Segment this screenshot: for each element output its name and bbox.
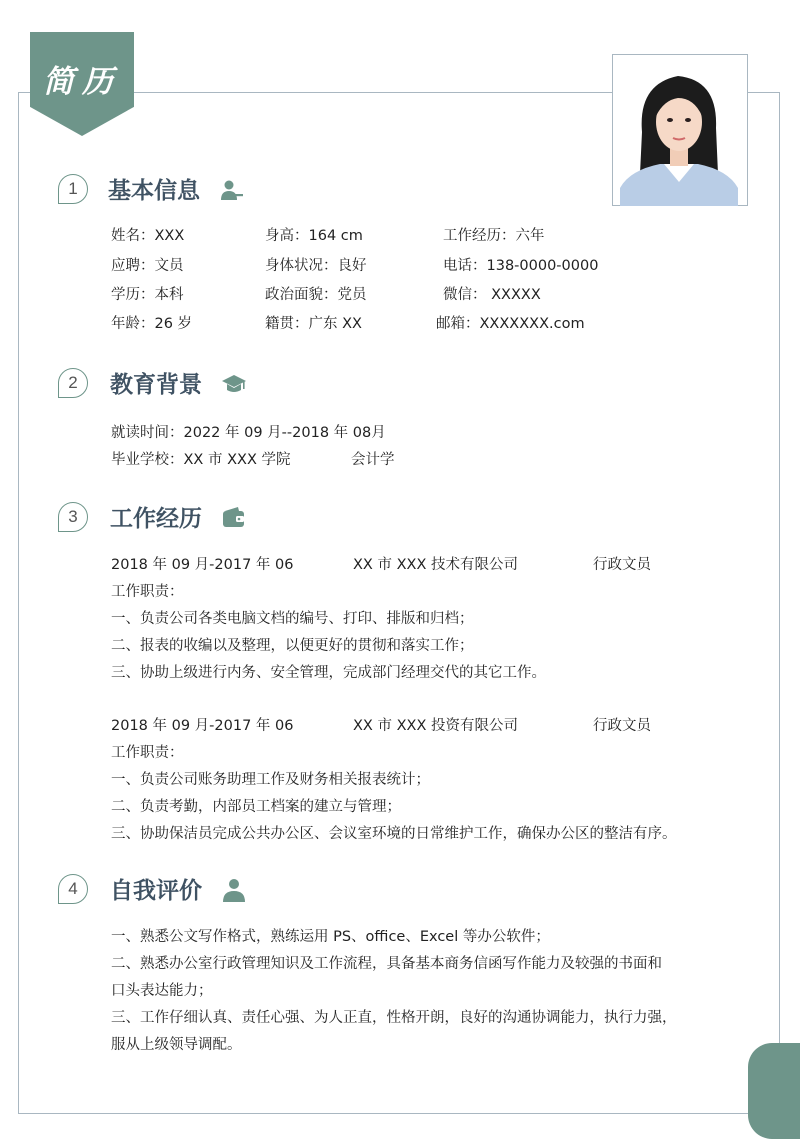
- user-card-icon: [220, 178, 244, 202]
- section-title: 基本信息: [108, 178, 200, 204]
- job1-position: 行政文员: [593, 557, 651, 573]
- basic-position: 应聘：文员: [111, 258, 184, 274]
- job2-duty: 三、协助保洁员完成公共办公区、会议室环境的日常维护工作，确保办公区的整洁有序。: [111, 826, 677, 842]
- basic-name: 姓名：XXX: [111, 228, 185, 244]
- basic-phone: 电话：138-0000-0000: [443, 258, 599, 274]
- person-icon: [222, 878, 246, 902]
- self-eval-line: 口头表达能力；: [111, 983, 213, 999]
- basic-political: 政治面貌：党员: [265, 287, 367, 303]
- section-number: 3: [58, 502, 88, 532]
- basic-education: 学历：本科: [111, 287, 184, 303]
- basic-height: 身高：164 cm: [265, 228, 363, 244]
- education-major: 会计学: [351, 452, 395, 468]
- basic-age: 年龄：26 岁: [111, 316, 193, 332]
- section-number: 4: [58, 874, 88, 904]
- self-eval-line: 三、工作仔细认真、责任心强、为人正直，性格开朗，良好的沟通协调能力，执行力强，: [111, 1010, 677, 1026]
- education-school: 毕业学校：XX 市 XXX 学院: [111, 452, 291, 468]
- self-eval-line: 二、熟悉办公室行政管理知识及工作流程，具备基本商务信函写作能力及较强的书面和: [111, 956, 662, 972]
- self-eval-line: 服从上级领导调配。: [111, 1037, 242, 1053]
- job1-duty: 三、协助上级进行内务、安全管理，完成部门经理交代的其它工作。: [111, 665, 546, 681]
- basic-hometown: 籍贯：广东 XX: [265, 316, 362, 332]
- basic-wechat: 微信： XXXXX: [443, 287, 541, 303]
- job2-company: XX 市 XXX 投资有限公司: [353, 718, 518, 734]
- job1-duty: 一、负责公司各类电脑文档的编号、打印、排版和归档；: [111, 611, 474, 627]
- section-number: 2: [58, 368, 88, 398]
- profile-photo: [620, 62, 738, 206]
- section-title: 教育背景: [110, 372, 202, 398]
- section-number: 1: [58, 174, 88, 204]
- job2-duty: 二、负责考勤，内部员工档案的建立与管理；: [111, 799, 401, 815]
- job2-duty-label: 工作职责：: [111, 745, 184, 761]
- job1-duty-label: 工作职责：: [111, 584, 184, 600]
- education-period: 就读时间：2022 年 09 月--2018 年 08月: [111, 425, 386, 441]
- basic-experience: 工作经历：六年: [443, 228, 545, 244]
- graduation-cap-icon: [222, 372, 246, 396]
- job1-company: XX 市 XXX 技术有限公司: [353, 557, 518, 573]
- resume-title: 简历: [43, 64, 121, 100]
- basic-email: 邮箱：XXXXXXX.com: [436, 316, 585, 332]
- section-title: 工作经历: [110, 506, 202, 532]
- job1-period: 2018 年 09 月-2017 年 06: [111, 557, 294, 573]
- corner-decoration: [748, 1043, 800, 1139]
- wallet-icon: [222, 506, 246, 530]
- job2-duty: 一、负责公司账务助理工作及财务相关报表统计；: [111, 772, 430, 788]
- section-title: 自我评价: [110, 878, 202, 904]
- job2-period: 2018 年 09 月-2017 年 06: [111, 718, 294, 734]
- job1-duty: 二、报表的收编以及整理，以便更好的贯彻和落实工作；: [111, 638, 474, 654]
- basic-health: 身体状况：良好: [265, 258, 367, 274]
- self-eval-line: 一、熟悉公文写作格式，熟练运用 PS、office、Excel 等办公软件；: [111, 929, 550, 945]
- job2-position: 行政文员: [593, 718, 651, 734]
